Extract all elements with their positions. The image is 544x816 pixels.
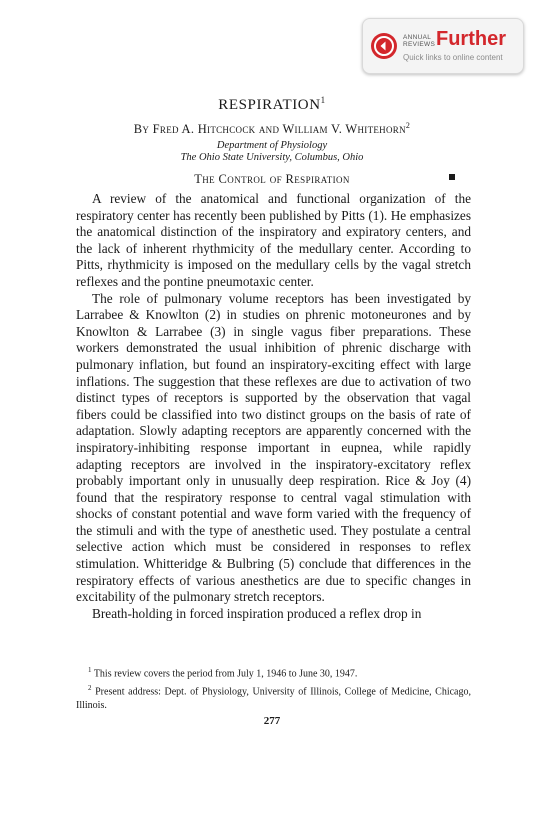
footnotes [76, 664, 471, 714]
margin-marker [449, 174, 455, 180]
brand-label: Further [436, 28, 506, 50]
publisher-name [403, 34, 435, 48]
department: Department of Physiology [216, 140, 328, 151]
footnote-mark: 2 [88, 684, 92, 693]
tagline: Quick links to online content [403, 53, 503, 62]
paragraph: A review of the anatomical and functional organization of the respiratory center has recently been published by Pitts (1). He emphasizes the anatomical distinction of the inspiratory and expiratory centers, and the lack of inherent rhythmicity of the medullary center. According to Pitts, rhythmicity is imposed on the medullary cells by the vagal stretch reflexes and the pontine pneumotaxic center. [76, 191, 471, 289]
article-title [0, 91, 544, 114]
footnote-text: Present address: Dept. of Physiology, University of Illinois, College of Medicine, Chicago, Illinois. [76, 686, 471, 711]
article-body [76, 191, 471, 622]
footnote-text: This review covers the period from July 1, 1946 to June 30, 1947. [93, 668, 358, 680]
further-links-badge[interactable] [362, 18, 524, 74]
footnote [76, 682, 471, 711]
page-number: 277 [263, 715, 281, 727]
footnote [76, 664, 471, 680]
institution: The Ohio State University, Columbus, Ohio [180, 152, 364, 163]
play-arrow-icon [371, 33, 397, 59]
paragraph: The role of pulmonary volume receptors has been investigated by Larrabee & Knowlton (2) in studies on phrenic motoneurones and by Knowlton & Larrabee (3) in single vagus fiber preparations. These workers demonstrated the usual inhibition of phrenic discharge with pulmonary inflation, but found an inspiratory-exciting effect with large inflations. The suggestion that these reflexes are due to activation of two distinct types of receptors is supported by the observation that vagal fibers could be classified into two distinct groups on the basis of rate of adaptation. Slowly adapting receptors are apparently concerned with the inspiratory-inhibiting response important in eupnea, while rapidly adapting receptors are involved in the inspiratory-excitatory reflex probably important only in unusually deep respiration. Rice & Joy (4) found that the respiratory response to central vagal stimulation with shocks of constant potential and wave form varied with the frequency of the stimuli and with the type of anesthetic used. They postulate a central selective action which must be considered in responses to reflex stimulation. Whitteridge & Bulbring (5) conclude that differences in the respiratory effects of various anesthetics are due to specific changes in excitability of the pulmonary stretch receptors. [76, 290, 471, 605]
section-heading: The Control of Respiration [194, 172, 350, 186]
authors-line [0, 118, 544, 137]
paragraph: Breath-holding in forced inspiration produced a reflex drop in [92, 605, 422, 621]
authors-footnote-mark: 2 [405, 121, 411, 130]
publisher-line-2: REVIEWS [403, 41, 436, 48]
publisher-line-1: ANNUAL [403, 34, 432, 41]
footnote-mark: 1 [88, 666, 92, 674]
title-footnote-mark: 1 [320, 95, 326, 105]
title-text: RESPIRATION [218, 97, 321, 113]
authors-text: By Fred A. Hitchcock and William V. Whitehorn [133, 122, 406, 137]
